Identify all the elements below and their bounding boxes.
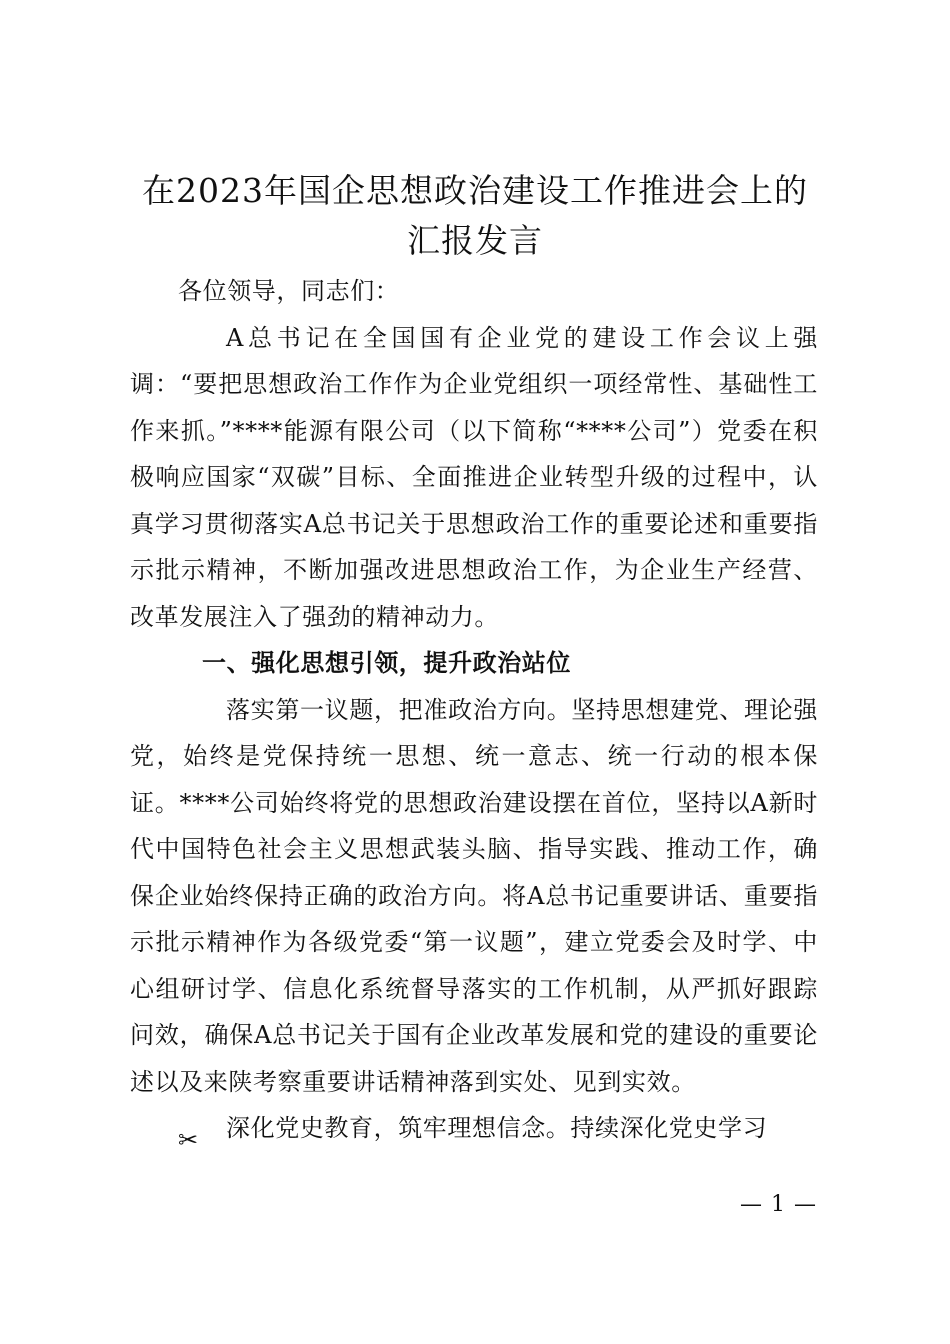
paragraph-intro: A总书记在全国国有企业党的建设工作会议上强调：“要把思想政治工作作为企业党组织一项经常性、基础性工作来抓。”****能源有限公司（以下简称“****公司”）党委在积极响应国家“双碳”目标、全面推进企业转型升级的过程中，认真学习贯彻落实A总书记关于思想政治工作的重要论述和重要指示批示精神，不断加强改进思想政治工作，为企业生产经营、改革发展注入了强劲的精神动力。 [130,323,818,631]
paragraph-section-1-continued: 深化党史教育，筑牢理想信念。持续深化党史学习 [226,1114,768,1142]
title-line-1: 在2023年国企思想政治建设工作推进会上的 [142,171,808,210]
paragraph-section-1: 落实第一议题，把准政治方向。坚持思想建党、理论强党，始终是党保持统一思想、统一意志、统一行动的根本保证。****公司始终将党的思想政治建设摆在首位，坚持以A新时代中国特色社会主义思想武装头脑、指导实践、推动工作，确保企业始终保持正确的政治方向。将A总书记重要讲话、重要指示批示精神作为各级党委“第一议题”，建立党委会及时学、中心组研讨学、信息化系统督导落实的工作机制，从严抓好跟踪问效，确保A总书记关于国有企业改革发展和党的建设的重要论述以及来陕考察重要讲话精神落到实处、见到实效。 [130,695,818,1096]
document-body [130,268,818,1152]
page-number: — 1 — [740,1192,817,1217]
section-heading-1: 一、强化思想引领，提升政治站位 [202,649,571,677]
document-title [100,166,850,266]
salutation: 各位领导，同志们： [178,277,400,305]
scissors-icon: ✂ [178,1126,199,1154]
title-line-2: 汇报发言 [407,221,543,260]
